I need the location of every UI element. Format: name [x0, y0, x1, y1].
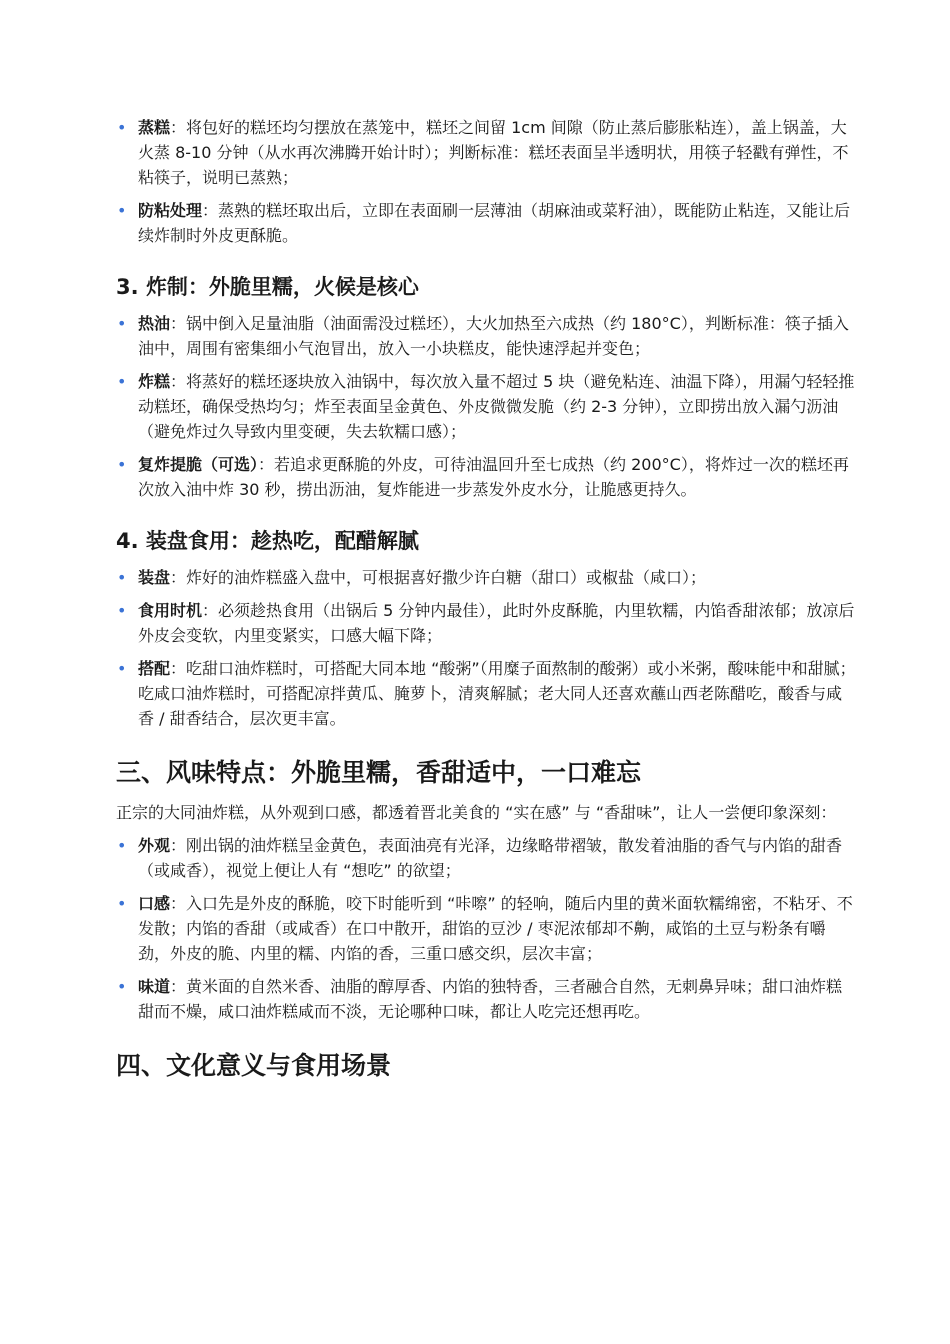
list-item	[116, 369, 856, 444]
list-item-text: ：吃甜口油炸糕时，可搭配大同本地 “酸粥”（用糜子面熬制的酸粥）或小米粥，酸味能中和甜腻；吃咸口油炸糕时，可搭配凉拌黄瓜、腌萝卜，清爽解腻；老大同人还喜欢蘸山西老陈醋吃，酸香与咸香 / 甜香结合，层次更丰富。	[138, 659, 856, 728]
section2-tail-list	[116, 115, 856, 248]
list-item-term: 味道	[138, 977, 171, 996]
bullet-icon: •	[117, 894, 127, 913]
section-heading-frying: 3. 炸制：外脆里糯，火候是核心	[116, 275, 419, 299]
list-item-term: 装盘	[138, 568, 171, 587]
list-item-text: ：若追求更酥脆的外皮，可待油温回升至七成热（约 200°C），将炸过一次的糕坯再次放入油中炸 30 秒，捞出沥油，复炸能进一步蒸发外皮水分，让脆感更持久。	[138, 455, 849, 499]
section3-list	[116, 311, 856, 502]
list-item	[116, 656, 856, 731]
list-item-text: ：黄米面的自然米香、油脂的醇厚香、内馅的独特香，三者融合自然，无刺鼻异味；甜口油炸糕甜而不燥，咸口油炸糕咸而不淡，无论哪种口味，都让人吃完还想再吃。	[138, 977, 843, 1021]
bullet-icon: •	[117, 568, 127, 587]
list-item	[116, 598, 856, 648]
list-item	[116, 452, 856, 502]
list-item-text: ：入口先是外皮的酥脆，咬下时能听到 “咔嚓” 的轻响，随后内里的黄米面软糯绵密，不粘牙、不发散；内馅的香甜（或咸香）在口中散开，甜馅的豆沙 / 枣泥浓郁却不齁，咸馅的土豆与粉条有嚼劲，外皮的脆、内里的糯、内馅的香，三重口感交织，层次丰富；	[138, 894, 853, 963]
bullet-icon: •	[117, 977, 127, 996]
chapter3-list	[116, 833, 856, 1024]
list-item-text: ：炸好的油炸糕盛入盘中，可根据喜好撒少许白糖（甜口）或椒盐（咸口）；	[170, 568, 707, 587]
section-heading-serving: 4. 装盘食用：趁热吃，配醋解腻	[116, 529, 419, 553]
bullet-icon: •	[117, 836, 127, 855]
bullet-icon: •	[117, 455, 127, 474]
list-item-term: 炸糕	[138, 372, 171, 391]
bullet-icon: •	[117, 372, 127, 391]
list-item	[116, 311, 856, 361]
list-item-text: ：刚出锅的油炸糕呈金黄色，表面油亮有光泽，边缘略带褶皱，散发着油脂的香气与内馅的甜香（或咸香），视觉上便让人有 “想吃” 的欲望；	[138, 836, 843, 880]
chapter-heading-flavor: 三、风味特点：外脆里糯，香甜适中，一口难忘	[116, 758, 642, 787]
list-item	[116, 115, 856, 190]
list-item-text: ：必须趁热食用（出锅后 5 分钟内最佳），此时外皮酥脆，内里软糯，内馅香甜浓郁；放凉后外皮会变软，内里变紧实，口感大幅下降；	[138, 601, 855, 645]
list-item-text: ：将蒸好的糕坯逐块放入油锅中，每次放入量不超过 5 块（避免粘连、油温下降），用漏勺轻轻推动糕坯，确保受热均匀；炸至表面呈金黄色、外皮微微发脆（约 2-3 分钟），立即捞出放入漏勺沥油（避免炸过久导致内里变硬，失去软糯口感）；	[138, 372, 855, 441]
bullet-icon: •	[117, 659, 127, 678]
list-item-text: ：蒸熟的糕坯取出后，立即在表面刷一层薄油（胡麻油或菜籽油），既能防止粘连，又能让后续炸制时外皮更酥脆。	[138, 201, 851, 245]
list-item-term: 外观	[138, 836, 171, 855]
list-item-term: 热油	[138, 314, 171, 333]
list-item-term: 搭配	[138, 659, 171, 678]
list-item-text: ：锅中倒入足量油脂（油面需没过糕坯），大火加热至六成热（约 180°C），判断标准：筷子插入油中，周围有密集细小气泡冒出，放入一小块糕皮，能快速浮起并变色；	[138, 314, 849, 358]
chapter-heading-culture: 四、文化意义与食用场景	[116, 1051, 392, 1080]
list-item	[116, 891, 856, 966]
list-item-term: 防粘处理	[138, 201, 203, 220]
list-item-term: 口感	[138, 894, 171, 913]
bullet-icon: •	[117, 118, 127, 137]
list-item	[116, 565, 856, 590]
list-item-text: ：将包好的糕坯均匀摆放在蒸笼中，糕坯之间留 1cm 间隙（防止蒸后膨胀粘连），盖上锅盖，大火蒸 8-10 分钟（从水再次沸腾开始计时）；判断标准：糕坯表面呈半透明状，用筷子轻戳有弹性，不粘筷子，说明已蒸熟；	[138, 118, 849, 187]
list-item-term: 食用时机	[138, 601, 203, 620]
list-item	[116, 198, 856, 248]
list-item-term: 复炸提脆（可选）	[138, 455, 259, 474]
chapter-intro: 正宗的大同油炸糕，从外观到口感，都透着晋北美食的 “实在感” 与 “香甜味”，让人一尝便印象深刻：	[116, 803, 837, 822]
list-item-term: 蒸糕	[138, 118, 171, 137]
bullet-icon: •	[117, 601, 127, 620]
list-item	[116, 833, 856, 883]
section4-list	[116, 565, 856, 731]
bullet-icon: •	[117, 201, 127, 220]
bullet-icon: •	[117, 314, 127, 333]
list-item	[116, 974, 856, 1024]
document-page	[116, 115, 856, 1093]
